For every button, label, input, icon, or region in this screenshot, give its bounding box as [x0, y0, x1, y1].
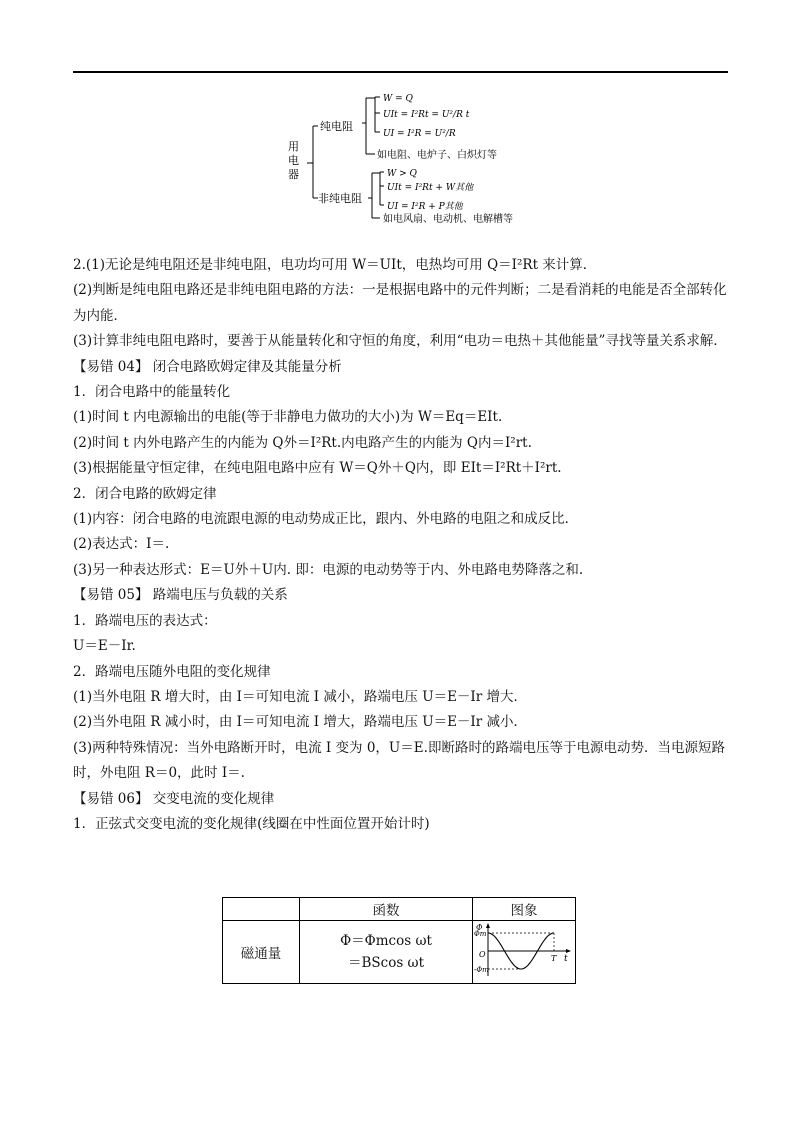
text-line: (3)根据能量守恒定律，在纯电阻电路中应有 W＝Q外＋Q内，即 EIt＝I²Rt＋I²rt. — [73, 460, 562, 477]
text-line: 1．路端电压的表达式： — [73, 612, 217, 629]
row-label: 磁通量 — [223, 921, 300, 984]
formula-cell — [300, 921, 473, 984]
section-heading: 【易错 04】 闭合电路欧姆定律及其能量分析 — [73, 358, 342, 375]
body-text — [73, 253, 733, 837]
diagram-root-char-1: 用 — [288, 140, 299, 153]
diagram-nonpure-item: W > Q — [387, 169, 417, 179]
text-line: (3)计算非纯电阻电路时，要善于从能量转化和守恒的角度，利用“电功＝电热＋其他能量”寻找等量关系求解． — [73, 333, 727, 350]
text-line: (1)时间 t 内电源输出的电能(等于非静电力做功的大小)为 W＝Eq＝EIt. — [73, 409, 503, 426]
flux-graph — [474, 921, 574, 979]
text-line: (2)判断是纯电阻电路还是非纯电阻电路的方法：一是根据电路中的元件判断；二是看消耗的电能是否全部转化为内能． — [73, 282, 727, 324]
diagram-pure-item: UI = I²R = U²/R — [383, 129, 456, 139]
text-line: 2．闭合电路的欧姆定律 — [73, 485, 217, 502]
diagram-pure-example: 如电阻、电炉子、白炽灯等 — [377, 150, 497, 161]
text-line: 2．路端电压随外电阻的变化规律 — [73, 663, 271, 680]
text-line: (3)两种特殊情况：当外电路断开时，电流 I 变为 0，U＝E.即断路时的路端电压等于电源电动势．当电源短路时，外电阻 R＝0，此时 I＝. — [73, 739, 725, 782]
text-line: U＝E－Ir. — [73, 638, 136, 655]
table-row — [223, 921, 576, 984]
diagram-nonpure-label: 非纯电阻 — [318, 192, 362, 205]
text-line: (3)另一种表达形式：E＝U外＋U内. 即：电源的电动势等于内、外电路电势降落之和. — [73, 561, 584, 578]
appliance-diagram — [280, 88, 540, 228]
formula-line: Φ＝Φmcos ωt — [340, 933, 432, 949]
graph-origin: O — [479, 950, 486, 959]
text-line: 1．正弦式交变电流的变化规律(线圈在中性面位置开始计时) — [73, 815, 430, 832]
graph-cell — [473, 921, 576, 984]
diagram-pure-label: 纯电阻 — [320, 120, 353, 133]
text-line: (2)表达式：I＝. — [73, 536, 170, 553]
table-header-cell: 函数 — [300, 898, 473, 921]
text-line: (2)时间 t 内外电路产生的内能为 Q外＝I²Rt.内电路产生的内能为 Q内＝I²rt. — [73, 434, 532, 451]
text-line: 2.(1)无论是纯电阻还是非纯电阻，电功均可用 W＝UIt，电热均可用 Q＝I²Rt 来计算． — [73, 257, 597, 273]
table-header-row — [223, 898, 576, 921]
text-line: 1．闭合电路中的能量转化 — [73, 384, 231, 401]
graph-period: T — [551, 954, 557, 963]
text-line: (2)当外电阻 R 减小时，由 I＝可知电流 I 增大，路端电压 U＝E－Ir 减小． — [73, 714, 528, 731]
graph-y-max: Φm — [474, 930, 487, 938]
formula-line: ＝BScos ωt — [347, 955, 424, 971]
section-heading: 【易错 06】 交变电流的变化规律 — [73, 790, 275, 807]
graph-y-min: -Φm — [474, 966, 489, 974]
table-header-cell: 图象 — [473, 898, 576, 921]
section-heading: 【易错 05】 路端电压与负载的关系 — [73, 587, 288, 604]
diagram-nonpure-item: UI = I²R + P其他 — [387, 202, 463, 212]
diagram-nonpure-example: 如电风扇、电动机、电解槽等 — [383, 214, 513, 225]
text-line: (1)当外电阻 R 增大时，由 I＝可知电流 I 减小，路端电压 U＝E－Ir 增大． — [73, 688, 528, 705]
graph-x-label: t — [564, 954, 568, 964]
header-rule — [73, 71, 728, 73]
diagram-pure-item: UIt = I²Rt = U²/R t — [383, 110, 470, 120]
diagram-root-char-2: 电 — [288, 154, 299, 167]
text-line: (1)内容：闭合电路的电流跟电源的电动势成正比，跟内、外电路的电阻之和成反比． — [73, 511, 579, 528]
ac-variation-table — [222, 897, 576, 984]
diagram-pure-item: W = Q — [383, 94, 413, 104]
graph-y-label: Φ — [476, 923, 483, 932]
diagram-root-char-3: 器 — [288, 168, 299, 181]
table-header-cell — [223, 898, 300, 921]
diagram-nonpure-item: UIt = I²Rt + W其他 — [387, 183, 474, 193]
